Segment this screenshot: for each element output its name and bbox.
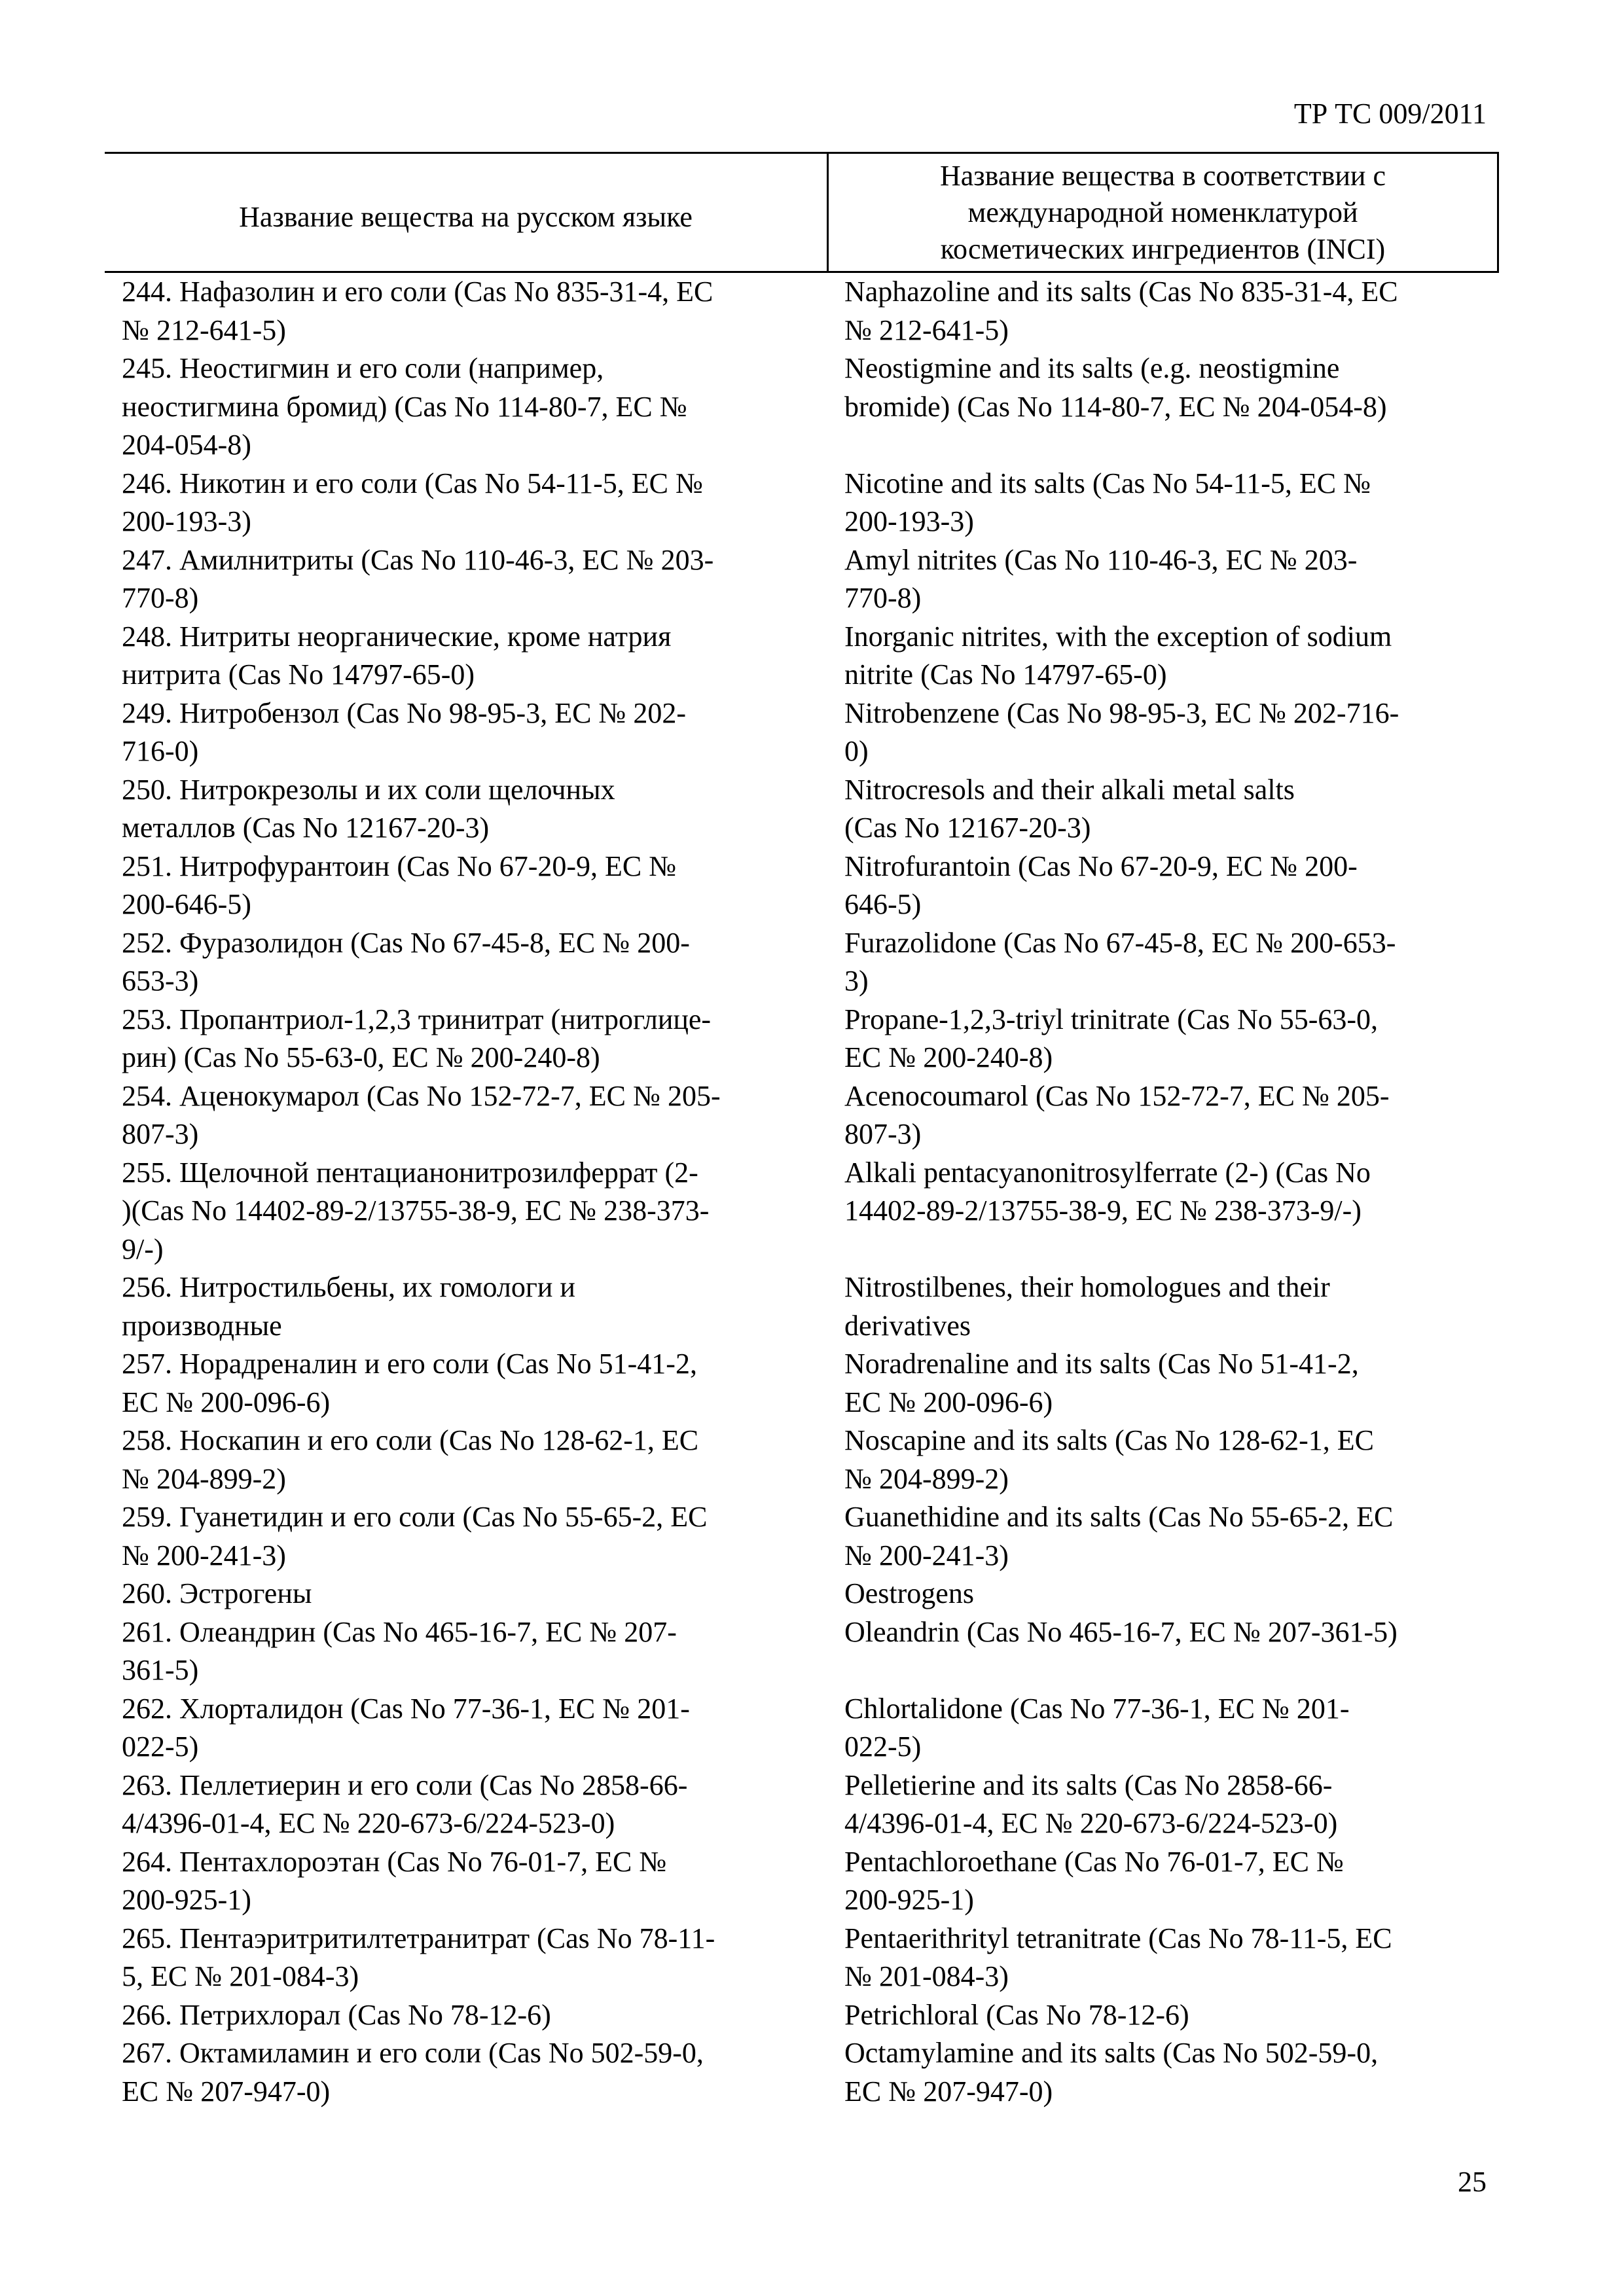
column-header-inci	[827, 154, 1499, 271]
substance-name-russian: 265. Пентаэритритилтетранитрат (Cas No 78-11- 5, ЕС № 201-084-3)	[122, 1922, 715, 1992]
substance-name-inci: Noradrenaline and its salts (Cas No 51-41-2, EC № 200-096-6)	[844, 1348, 1359, 1418]
substance-name-russian: 258. Носкапин и его соли (Cas No 128-62-1, ЕС № 204-899-2)	[122, 1424, 699, 1495]
substance-name-inci: Amyl nitrites (Cas No 110-46-3, EC № 203- 770-8)	[844, 543, 1358, 614]
substance-name-inci: Nitrofurantoin (Cas No 67-20-9, EC № 200- 646-5)	[844, 850, 1358, 920]
table-row	[105, 465, 1499, 541]
substance-name-russian: 264. Пентахлороэтан (Cas No 76-01-7, ЕС № 200-925-1)	[122, 1845, 667, 1916]
substance-name-inci: Pentaerithrityl tetranitrate (Cas No 78-11-5, EC № 201-084-3)	[844, 1922, 1392, 1992]
substance-name-russian: 267. Октамиламин и его соли (Cas No 502-59-0, ЕС № 207-947-0)	[122, 2037, 704, 2108]
substance-name-inci: Noscapine and its salts (Cas No 128-62-1, EC № 204-899-2)	[844, 1424, 1374, 1495]
substance-name-russian: 255. Щелочной пентацианонитрозилферрат (2- )(Cas No 14402-89-2/13755-38-9, ЕС № 238-373- 9/-)	[122, 1156, 710, 1265]
table-row	[105, 924, 1499, 1001]
substance-name-russian: 250. Нитрокрезолы и их соли щелочных металлов (Cas No 12167-20-3)	[122, 773, 615, 844]
column-header-inci-line: косметических ингредиентов (INCI)	[940, 232, 1386, 265]
table-row	[105, 1843, 1499, 1920]
substance-name-inci: Octamylamine and its salts (Cas No 502-59-0, EC № 207-947-0)	[844, 2037, 1379, 2108]
substance-name-russian: 262. Хлорталидон (Cas No 77-36-1, ЕС № 201- 022-5)	[122, 1692, 690, 1763]
table-row	[105, 1001, 1499, 1077]
column-header-inci-line: международной номенклатурой	[967, 196, 1358, 228]
table-row	[105, 1920, 1499, 1996]
table-row	[105, 848, 1499, 924]
table-row	[105, 771, 1499, 848]
substance-name-inci: Chlortalidone (Cas No 77-36-1, EC № 201- 022-5)	[844, 1692, 1350, 1763]
substance-name-russian: 261. Олеандрин (Cas No 465-16-7, ЕС № 207- 361-5)	[122, 1615, 677, 1686]
substance-name-russian: 246. Никотин и его соли (Cas No 54-11-5, ЕС № 200-193-3)	[122, 467, 703, 537]
substance-name-russian: 266. Петрихлорал (Cas No 78-12-6)	[122, 1998, 551, 2031]
table-row	[105, 1690, 1499, 1767]
substance-name-russian: 260. Эстрогены	[122, 1577, 312, 1609]
table-row	[105, 1613, 1499, 1690]
substance-name-inci: Oleandrin (Cas No 465-16-7, EC № 207-361-5)	[844, 1615, 1398, 1648]
page-number: 25	[1458, 2166, 1487, 2198]
substance-name-inci: Alkali pentacyanonitrosylferrate (2-) (Cas No 14402-89-2/13755-38-9, EC № 238-373-9/-)	[844, 1156, 1371, 1227]
table-row	[105, 1154, 1499, 1269]
table-row	[105, 1767, 1499, 1843]
substance-name-inci: Naphazoline and its salts (Cas No 835-31-4, EC № 212-641-5)	[844, 276, 1398, 346]
substance-name-inci: Guanethidine and its salts (Cas No 55-65-2, EC № 200-241-3)	[844, 1501, 1394, 1571]
table-row	[105, 1575, 1499, 1613]
substance-name-inci: Inorganic nitrites, with the exception of sodium nitrite (Cas No 14797-65-0)	[844, 620, 1392, 691]
substance-name-russian: 257. Норадреналин и его соли (Cas No 51-41-2, ЕС № 200-096-6)	[122, 1348, 697, 1418]
substances-table	[105, 152, 1499, 2111]
substance-name-russian: 245. Неостигмин и его соли (например, неостигмина бромид) (Cas No 114-80-7, ЕС № 204-054-8)	[122, 352, 687, 461]
column-header-russian-label: Название вещества на русском языке	[239, 200, 693, 233]
table-row	[105, 2034, 1499, 2111]
substance-name-russian: 248. Нитриты неорганические, кроме натрия нитрита (Cas No 14797-65-0)	[122, 620, 672, 691]
table-row	[105, 1268, 1499, 1345]
table-row	[105, 694, 1499, 771]
column-header-russian	[105, 154, 827, 271]
substance-name-russian: 263. Пеллетиерин и его соли (Cas No 2858-66- 4/4396-01-4, ЕС № 220-673-6/224-523-0)	[122, 1768, 688, 1839]
substance-name-russian: 244. Нафазолин и его соли (Cas No 835-31-4, ЕС № 212-641-5)	[122, 276, 713, 346]
substance-name-russian: 252. Фуразолидон (Cas No 67-45-8, ЕС № 200- 653-3)	[122, 926, 690, 997]
substance-name-inci: Nitrostilbenes, their homologues and their derivatives	[844, 1271, 1330, 1342]
document-code: ТР ТС 009/2011	[1293, 98, 1487, 130]
substance-name-russian: 251. Нитрофурантоин (Cas No 67-20-9, ЕС № 200-646-5)	[122, 850, 677, 920]
table-row	[105, 1422, 1499, 1498]
substance-name-russian: 249. Нитробензол (Cas No 98-95-3, ЕС № 202- 716-0)	[122, 696, 687, 767]
substance-name-inci: Acenocoumarol (Cas No 152-72-7, EC № 205- 807-3)	[844, 1079, 1390, 1150]
substance-name-russian: 253. Пропантриол-1,2,3 тринитрат (нитроглице- рин) (Cas No 55-63-0, ЕС № 200-240-8)	[122, 1003, 712, 1073]
substance-name-russian: 259. Гуанетидин и его соли (Cas No 55-65-2, ЕС № 200-241-3)	[122, 1501, 708, 1571]
substance-name-inci: Oestrogens	[844, 1577, 974, 1609]
table-row	[105, 541, 1499, 618]
substance-name-inci: Pelletierine and its salts (Cas No 2858-66- 4/4396-01-4, EC № 220-673-6/224-523-0)	[844, 1768, 1338, 1839]
substance-name-inci: Petrichloral (Cas No 78-12-6)	[844, 1998, 1189, 2031]
substance-name-russian: 256. Нитростильбены, их гомологи и производные	[122, 1271, 575, 1342]
table-row	[105, 1498, 1499, 1575]
table-row	[105, 350, 1499, 465]
substance-name-inci: Nicotine and its salts (Cas No 54-11-5, EC № 200-193-3)	[844, 467, 1371, 537]
table-header	[105, 152, 1499, 273]
table-row	[105, 1077, 1499, 1154]
table-row	[105, 1345, 1499, 1422]
table-row	[105, 618, 1499, 694]
substance-name-russian: 254. Аценокумарол (Cas No 152-72-7, ЕС № 205- 807-3)	[122, 1079, 721, 1150]
substance-name-inci: Propane-1,2,3-triyl trinitrate (Cas No 55-63-0, EC № 200-240-8)	[844, 1003, 1379, 1073]
table-row	[105, 1996, 1499, 2035]
substance-name-inci: Neostigmine and its salts (e.g. neostigmine bromide) (Cas No 114-80-7, EC № 204-054-8)	[844, 352, 1387, 423]
substance-name-inci: Nitrocresols and their alkali metal salts (Cas No 12167-20-3)	[844, 773, 1295, 844]
substance-name-inci: Pentachloroethane (Cas No 76-01-7, EC № 200-925-1)	[844, 1845, 1344, 1916]
table-body	[105, 273, 1499, 2111]
substance-name-inci: Nitrobenzene (Cas No 98-95-3, EC № 202-716- 0)	[844, 696, 1399, 767]
table-row	[105, 273, 1499, 350]
substance-name-russian: 247. Амилнитриты (Cas No 110-46-3, ЕС № 203- 770-8)	[122, 543, 714, 614]
substance-name-inci: Furazolidone (Cas No 67-45-8, EC № 200-653- 3)	[844, 926, 1396, 997]
column-header-inci-line: Название вещества в соответствии с	[940, 159, 1386, 192]
